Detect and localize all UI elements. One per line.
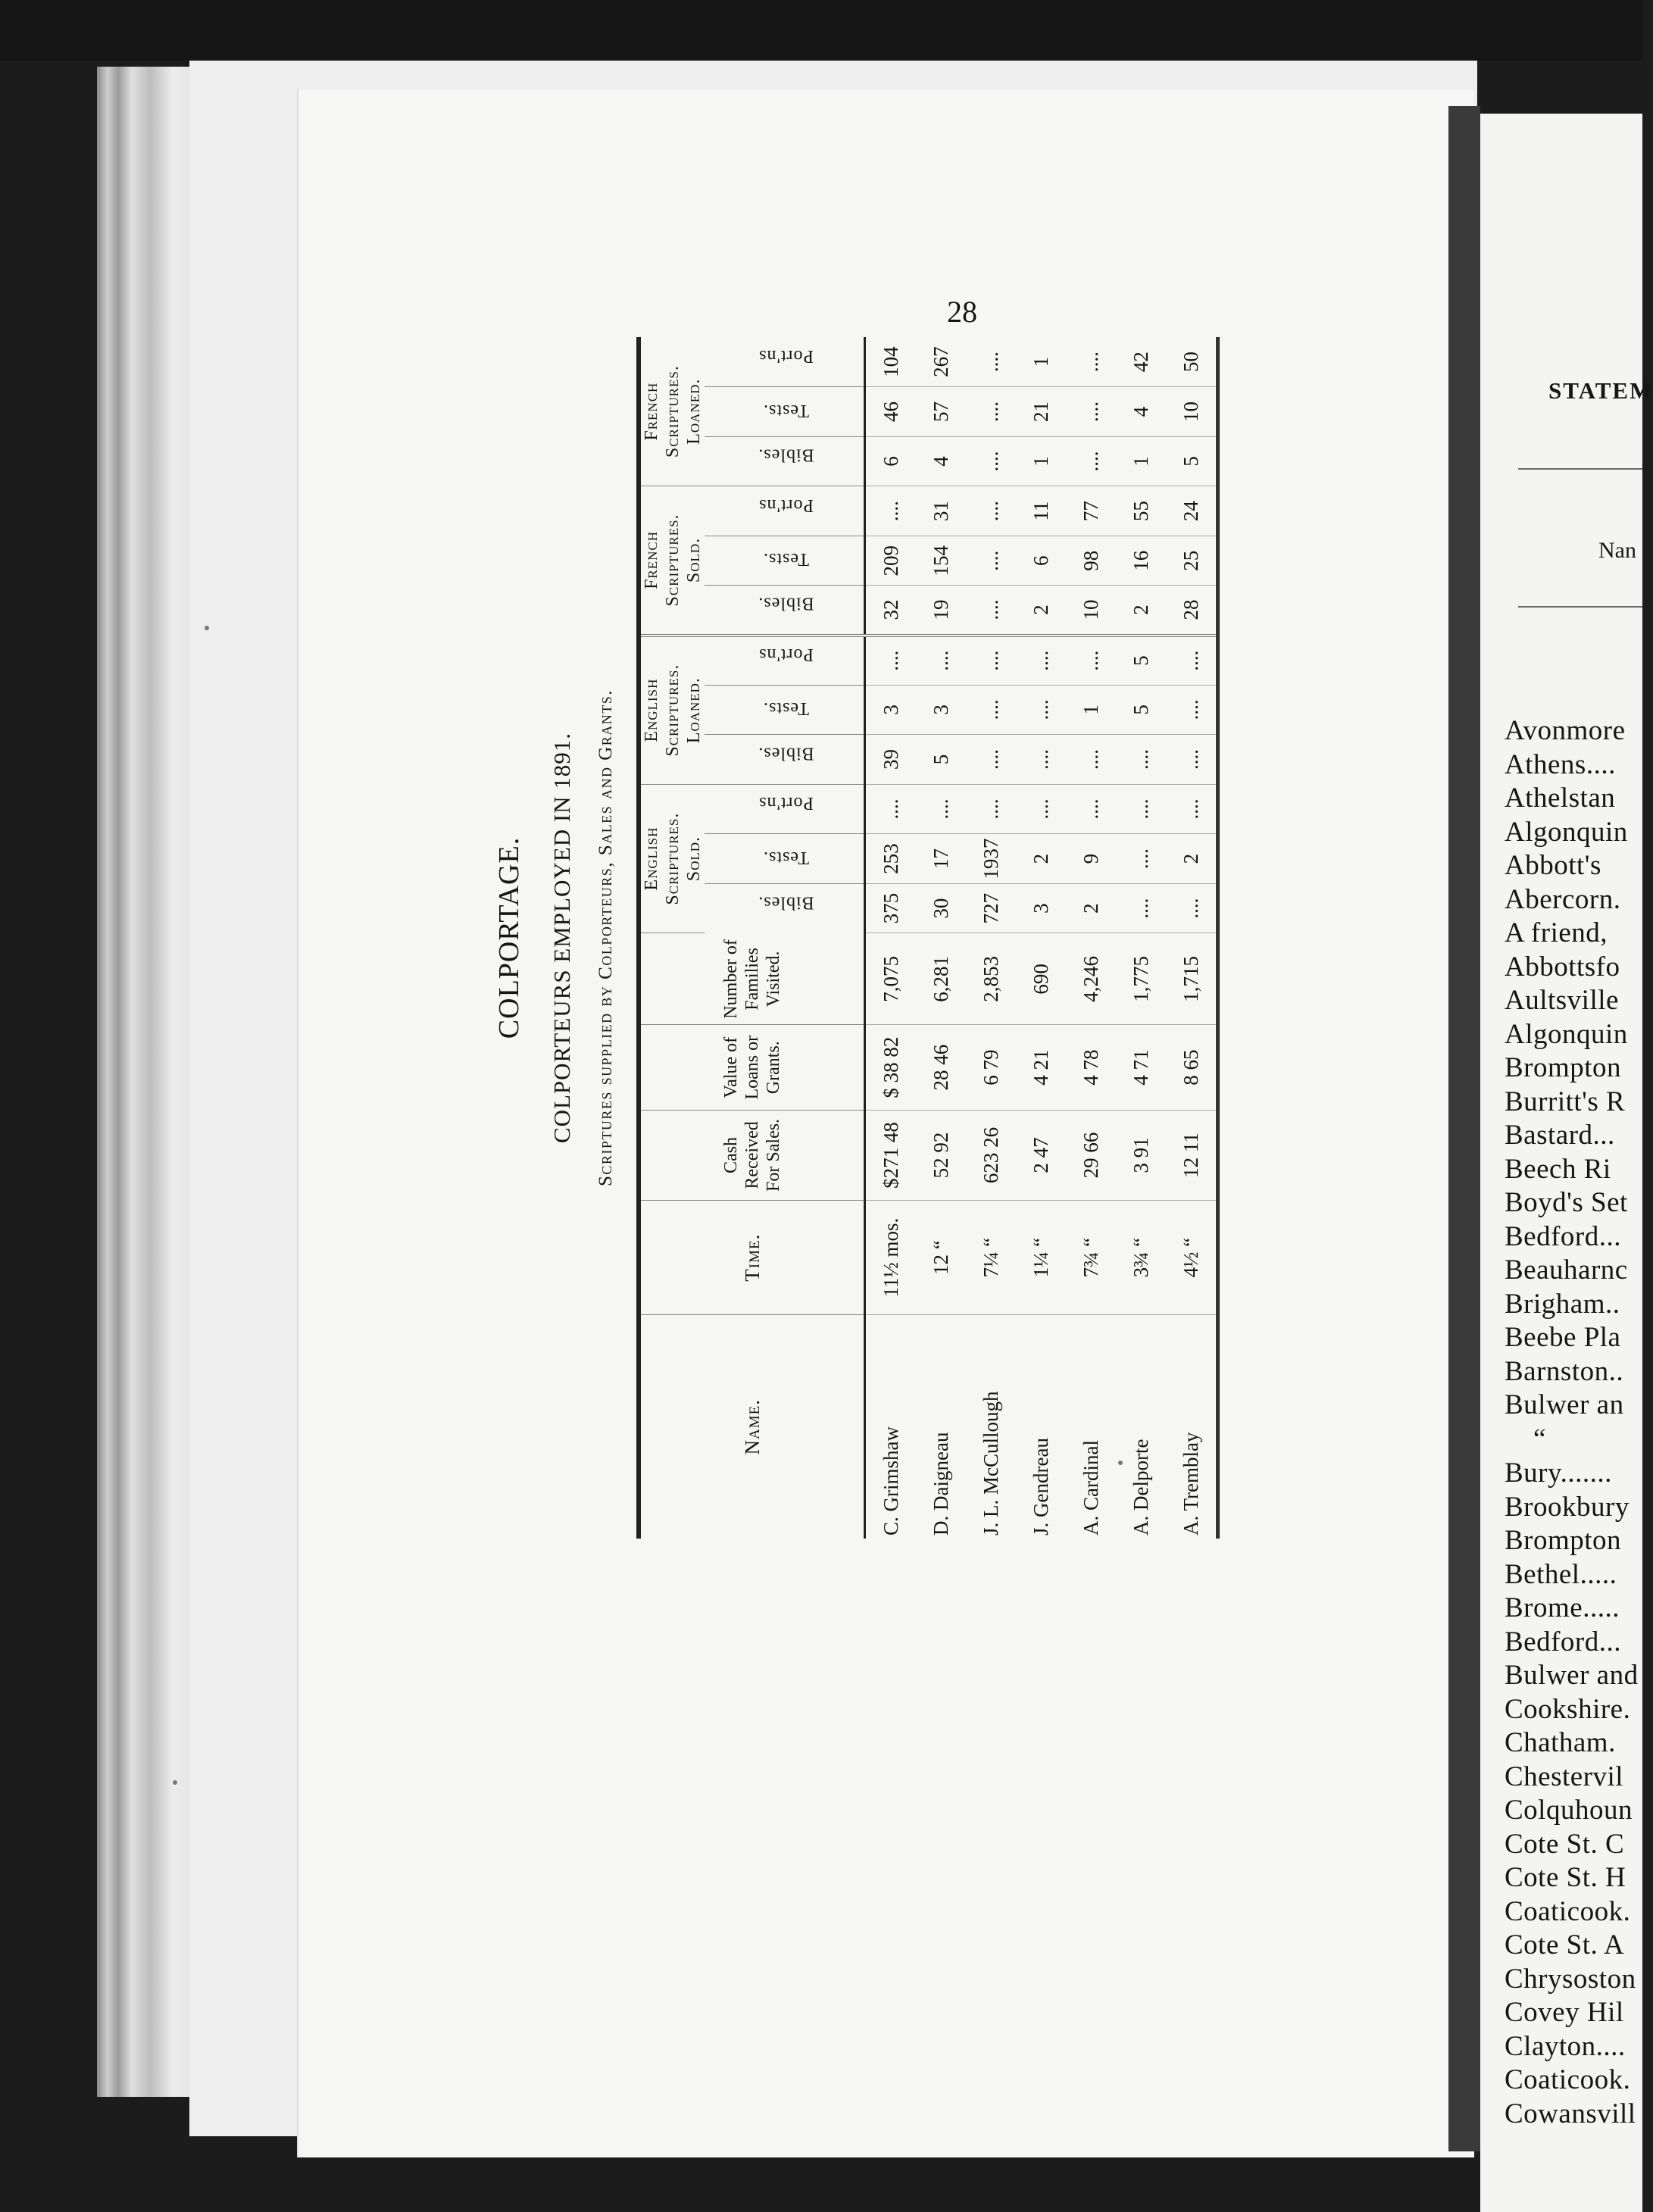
row-families: 1,715: [1166, 933, 1218, 1025]
place-name: Bedford...: [1505, 1626, 1621, 1657]
row-cash: $271 48: [865, 1111, 917, 1201]
row-cash: 2 47: [1016, 1111, 1066, 1201]
header-english-sold: English Scriptures. Sold.: [639, 784, 705, 933]
french-sold-bibles: 28: [1166, 586, 1218, 636]
english-sold-bibles: 2: [1066, 883, 1116, 933]
row-loans: 6 79: [966, 1025, 1016, 1111]
english-loaned-portions: ....: [1016, 636, 1066, 686]
english-sold-portions: ....: [1016, 784, 1066, 834]
french-sold-portions: 55: [1116, 486, 1166, 536]
french-loaned-tests: 57: [916, 387, 966, 437]
french-sold-bibles: ....: [966, 586, 1016, 636]
row-time: 4½ “: [1166, 1200, 1218, 1315]
row-cash: 12 11: [1166, 1111, 1218, 1201]
row-name: J. L. McCullough: [979, 1391, 1002, 1536]
place-name: Chatham.: [1505, 1727, 1616, 1758]
english-sold-bibles: 375: [865, 883, 917, 933]
header-tests: Tests.: [705, 536, 865, 586]
french-sold-bibles: 2: [1016, 586, 1066, 636]
place-name: Bulwer an: [1505, 1389, 1624, 1420]
header-french-sold: French Scriptures. Sold.: [639, 486, 705, 636]
french-loaned-bibles: 1: [1016, 436, 1066, 486]
header-families: Number of Families Visited.: [639, 933, 865, 1025]
french-loaned-tests: 21: [1016, 387, 1066, 437]
header-bibles: Bibles.: [705, 735, 865, 785]
english-loaned-portions: ....: [1066, 636, 1116, 686]
table-row: [1016, 337, 1066, 1539]
rule: [1518, 606, 1642, 608]
french-sold-bibles: 19: [916, 586, 966, 636]
french-sold-bibles: 2: [1116, 586, 1166, 636]
french-sold-bibles: 32: [865, 586, 917, 636]
french-loaned-bibles: 6: [865, 436, 917, 486]
english-sold-bibles: 727: [966, 883, 1016, 933]
english-sold-portions: ....: [1166, 784, 1218, 834]
place-name: Brookbury: [1505, 1491, 1630, 1523]
speck: [173, 1780, 177, 1785]
english-sold-portions: ....: [1116, 784, 1166, 834]
table-row: [1066, 337, 1116, 1539]
header-loans: Value of Loans or Grants.: [639, 1025, 865, 1111]
row-name: D. Daigneau: [929, 1432, 952, 1536]
row-families: 7,075: [865, 933, 917, 1025]
english-loaned-bibles: ....: [1116, 735, 1166, 785]
section-title: COLPORTAGE.: [493, 836, 525, 1039]
row-families: 6,281: [916, 933, 966, 1025]
english-sold-tests: 1937: [966, 834, 1016, 884]
place-name: Brompton: [1505, 1525, 1622, 1556]
english-sold-bibles: ....: [1116, 883, 1166, 933]
french-sold-tests: ....: [966, 536, 1016, 586]
place-name: Beauharnc: [1505, 1254, 1628, 1286]
english-loaned-bibles: ....: [966, 735, 1016, 785]
english-loaned-bibles: ....: [1016, 735, 1066, 785]
place-name: “: [1533, 1423, 1546, 1454]
header-portions: Port'ns: [705, 337, 865, 387]
english-loaned-bibles: ....: [1166, 735, 1218, 785]
right-page-name-header: Nan: [1598, 538, 1636, 563]
place-name: Brompton: [1505, 1052, 1622, 1083]
english-sold-tests: 2: [1166, 834, 1218, 884]
place-name: Cote St. A: [1505, 1929, 1625, 1960]
speck: [205, 626, 209, 630]
french-loaned-tests: 4: [1116, 387, 1166, 437]
french-sold-tests: 25: [1166, 536, 1218, 586]
french-loaned-tests: 46: [865, 387, 917, 437]
place-name: Clayton....: [1505, 2030, 1626, 2062]
french-sold-tests: 16: [1116, 536, 1166, 586]
english-loaned-portions: ....: [1166, 636, 1218, 686]
header-tests: Tests.: [705, 834, 865, 884]
english-loaned-portions: ....: [916, 636, 966, 686]
row-cash: 29 66: [1066, 1111, 1116, 1201]
place-name: Aultsville: [1505, 985, 1619, 1016]
english-loaned-tests: 3: [865, 685, 917, 735]
place-name: A friend,: [1505, 917, 1608, 948]
row-loans: $ 38 82: [865, 1025, 917, 1111]
row-name: A. Delporte: [1129, 1439, 1152, 1536]
colportage-rotated-block: [492, 337, 1258, 1539]
header-time: Time.: [639, 1200, 865, 1315]
english-loaned-portions: ....: [966, 636, 1016, 686]
row-time: 11½ mos.: [865, 1200, 917, 1315]
english-sold-tests: ....: [1116, 834, 1166, 884]
header-portions: Port'ns: [705, 636, 865, 686]
rule: [1518, 468, 1642, 470]
table-row: [1166, 337, 1218, 1539]
place-name: Athelstan: [1505, 783, 1616, 814]
french-sold-portions: 31: [916, 486, 966, 536]
place-name: Cowansvill: [1505, 2098, 1636, 2129]
english-loaned-portions: 5: [1116, 636, 1166, 686]
french-loaned-tests: ....: [1066, 387, 1116, 437]
french-loaned-bibles: ....: [966, 436, 1016, 486]
row-time: 1¼ “: [1016, 1200, 1066, 1315]
place-name: Bulwer and: [1505, 1660, 1639, 1691]
row-cash: 52 92: [916, 1111, 966, 1201]
english-sold-bibles: ....: [1166, 883, 1218, 933]
english-sold-portions: ....: [865, 784, 917, 834]
place-name: Cote St. C: [1505, 1828, 1625, 1860]
table-caption: Scriptures supplied by Colporteurs, Sales and Grants.: [595, 689, 616, 1187]
header-name: Name.: [639, 1315, 865, 1539]
row-cash: 3 91: [1116, 1111, 1166, 1201]
french-sold-portions: 77: [1066, 486, 1116, 536]
header-portions: Port'ns: [705, 486, 865, 536]
place-name: Beebe Pla: [1505, 1322, 1621, 1353]
english-loaned-tests: 1: [1066, 685, 1116, 735]
table-row: [865, 337, 917, 1539]
english-sold-portions: ....: [1066, 784, 1116, 834]
place-name: Cote St. H: [1505, 1862, 1626, 1893]
table-row: [916, 337, 966, 1539]
french-sold-tests: 6: [1016, 536, 1066, 586]
english-sold-tests: 17: [916, 834, 966, 884]
place-name: Colquhoun: [1505, 1795, 1633, 1826]
place-name: Abbottsfo: [1505, 951, 1620, 983]
row-loans: 4 21: [1016, 1025, 1066, 1111]
place-name: Athens....: [1505, 748, 1616, 780]
place-name: Bastard...: [1505, 1120, 1615, 1151]
place-name: Algonquin: [1505, 1018, 1628, 1050]
row-families: 1,775: [1116, 933, 1166, 1025]
row-cash: 623 26: [966, 1111, 1016, 1201]
french-loaned-portions: ....: [966, 337, 1016, 387]
right-page: [1480, 114, 1653, 2212]
french-sold-tests: 98: [1066, 536, 1116, 586]
header-english-loaned: English Scriptures. Loaned.: [639, 636, 705, 785]
french-sold-portions: 24: [1166, 486, 1218, 536]
row-time: 7¼ “: [966, 1200, 1016, 1315]
french-loaned-portions: 267: [916, 337, 966, 387]
french-loaned-bibles: 4: [916, 436, 966, 486]
place-name: Abbott's: [1505, 850, 1601, 881]
english-sold-tests: 253: [865, 834, 917, 884]
row-time: 12 “: [916, 1200, 966, 1315]
header-tests: Tests.: [705, 387, 865, 437]
header-bibles: Bibles.: [705, 586, 865, 636]
colporteurs-table: [636, 337, 1220, 1539]
place-name: Coaticook.: [1505, 1895, 1631, 1927]
place-name: Avonmore: [1505, 715, 1626, 746]
place-name: Bedford...: [1505, 1220, 1621, 1252]
row-families: 690: [1016, 933, 1066, 1025]
english-loaned-tests: ....: [966, 685, 1016, 735]
header-french-loaned: French Scriptures. Loaned.: [639, 337, 705, 486]
english-loaned-tests: 5: [1116, 685, 1166, 735]
french-loaned-tests: ....: [966, 387, 1016, 437]
french-sold-tests: 154: [916, 536, 966, 586]
row-loans: 28 46: [916, 1025, 966, 1111]
table-row: [966, 337, 1016, 1539]
place-name: Chrysoston: [1505, 1963, 1636, 1995]
french-loaned-portions: 1: [1016, 337, 1066, 387]
english-sold-portions: ....: [916, 784, 966, 834]
colporteurs-table-body: [865, 337, 1218, 1539]
place-name: Barnston..: [1505, 1355, 1624, 1387]
english-loaned-tests: ....: [1166, 685, 1218, 735]
english-sold-portions: ....: [966, 784, 1016, 834]
english-loaned-portions: ....: [865, 636, 917, 686]
book-gutter: [1448, 106, 1480, 2151]
french-loaned-bibles: ....: [1066, 436, 1116, 486]
place-name: Covey Hil: [1505, 1997, 1624, 2028]
english-sold-bibles: 3: [1016, 883, 1066, 933]
english-loaned-bibles: 39: [865, 735, 917, 785]
row-loans: 8 65: [1166, 1025, 1218, 1111]
place-name: Abercorn.: [1505, 883, 1621, 915]
french-loaned-bibles: 1: [1116, 436, 1166, 486]
row-loans: 4 71: [1116, 1025, 1166, 1111]
english-loaned-bibles: ....: [1066, 735, 1116, 785]
row-time: 7¾ “: [1066, 1200, 1116, 1315]
french-loaned-portions: 42: [1116, 337, 1166, 387]
french-loaned-portions: 104: [865, 337, 917, 387]
place-name: Bethel.....: [1505, 1558, 1617, 1590]
place-name: Beech Ri: [1505, 1153, 1611, 1185]
scan-background: [0, 0, 1642, 61]
french-sold-portions: ....: [966, 486, 1016, 536]
french-sold-bibles: 10: [1066, 586, 1116, 636]
place-name: Boyd's Set: [1505, 1187, 1628, 1218]
place-name: Brigham..: [1505, 1288, 1620, 1320]
english-loaned-tests: 3: [916, 685, 966, 735]
header-bibles: Bibles.: [757, 892, 814, 913]
english-sold-tests: 9: [1066, 834, 1116, 884]
place-name: Burritt's R: [1505, 1086, 1626, 1117]
row-families: 4,246: [1066, 933, 1116, 1025]
row-name: C. Grimshaw: [865, 1315, 917, 1539]
table-row: [1116, 337, 1166, 1539]
english-loaned-tests: ....: [1016, 685, 1066, 735]
french-sold-tests: 209: [865, 536, 917, 586]
french-sold-portions: ....: [865, 486, 917, 536]
place-name: Algonquin: [1505, 816, 1628, 848]
french-sold-portions: 11: [1016, 486, 1066, 536]
english-loaned-bibles: 5: [916, 735, 966, 785]
place-name: Coaticook.: [1505, 2064, 1631, 2095]
place-name: Bury.......: [1505, 1457, 1612, 1489]
english-sold-bibles: 30: [916, 883, 966, 933]
row-loans: 4 78: [1066, 1025, 1116, 1111]
row-name: A. Tremblay: [1166, 1315, 1218, 1539]
place-name: Cookshire.: [1505, 1693, 1631, 1725]
table-subtitle: COLPORTEURS EMPLOYED IN 1891.: [548, 732, 575, 1144]
right-page-heading: STATEM: [1548, 377, 1653, 404]
french-loaned-bibles: 5: [1166, 436, 1218, 486]
header-portions: Port'ns: [705, 784, 865, 834]
place-name: Chestervil: [1505, 1761, 1624, 1792]
row-time: 3¾ “: [1116, 1200, 1166, 1315]
english-sold-tests: 2: [1016, 834, 1066, 884]
french-loaned-tests: 10: [1166, 387, 1218, 437]
row-families: 2,853: [966, 933, 1016, 1025]
row-name: A. Cardinal: [1079, 1440, 1102, 1536]
page-number: 28: [947, 295, 977, 329]
header-tests: Tests.: [705, 685, 865, 735]
row-name: J. Gendreau: [1029, 1438, 1052, 1536]
header-cash: Cash Received For Sales.: [639, 1111, 865, 1201]
place-name: Brome.....: [1505, 1592, 1620, 1623]
french-loaned-portions: ....: [1066, 337, 1116, 387]
header-bibles: Bibles.: [705, 436, 865, 486]
french-loaned-portions: 50: [1166, 337, 1218, 387]
